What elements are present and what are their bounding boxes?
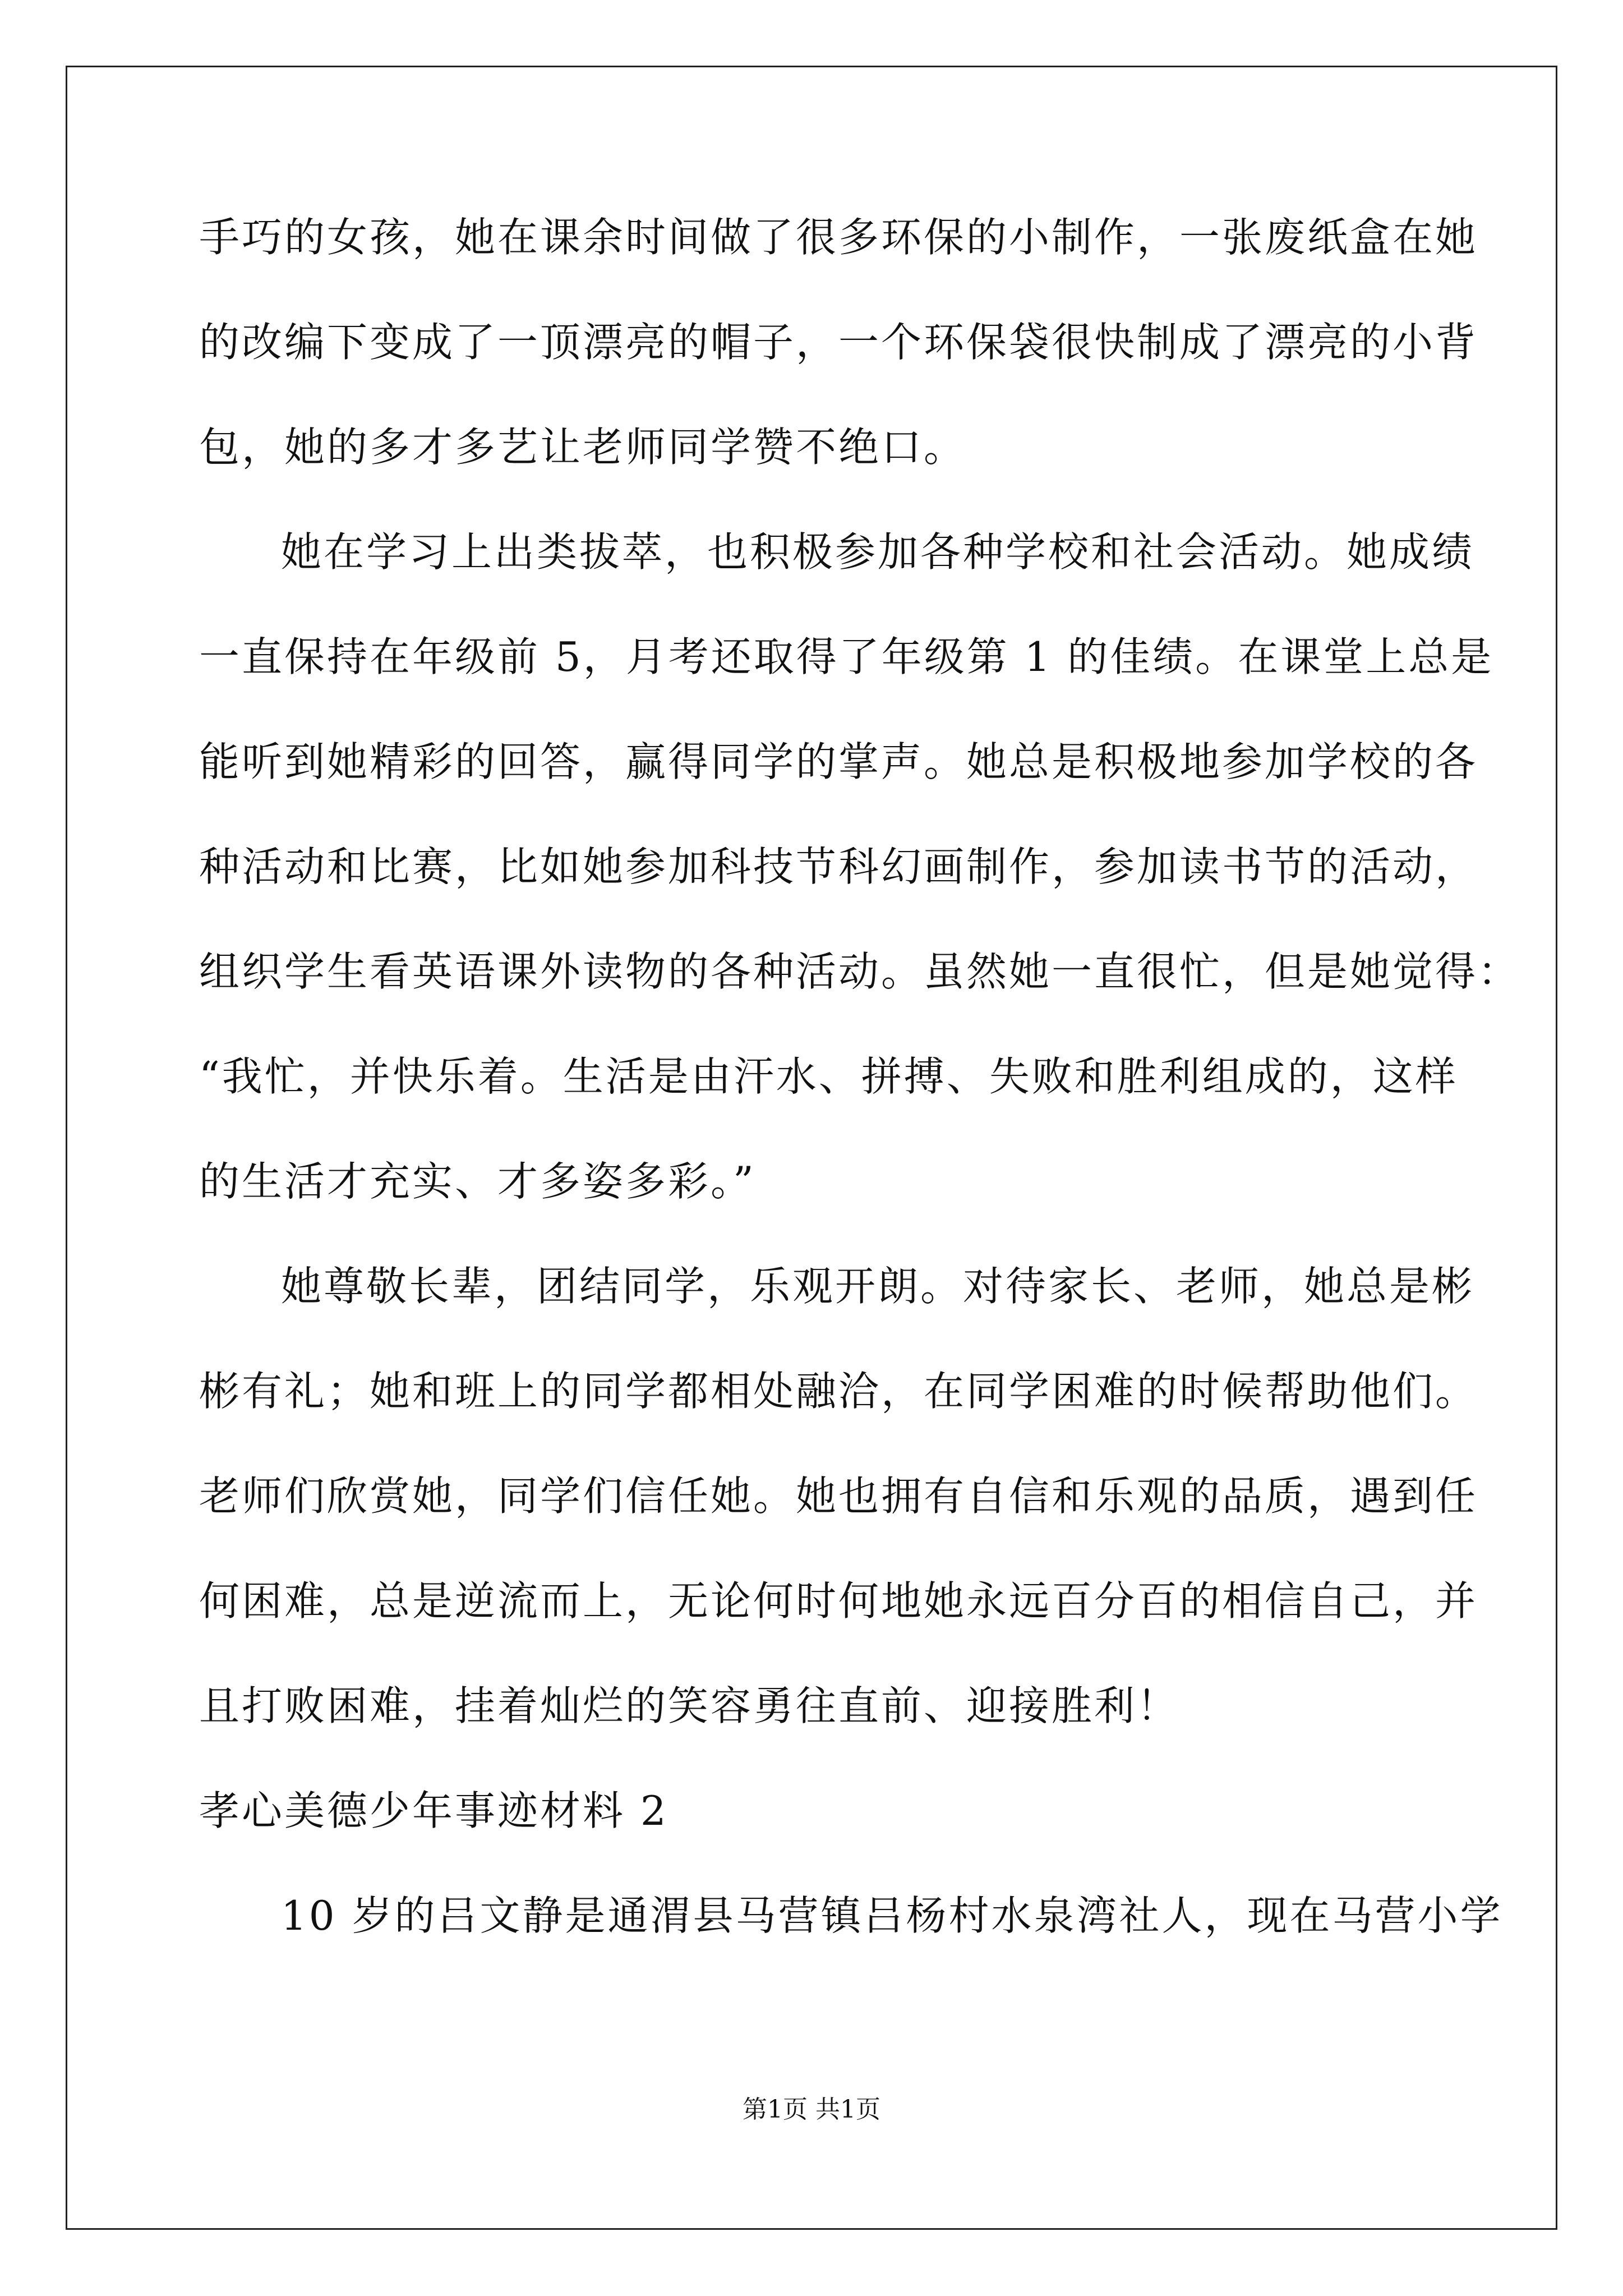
paragraph-line: 的改编下变成了一顶漂亮的帽子，一个环保袋很快制成了漂亮的小背	[199, 319, 1478, 366]
paragraph-line: 彬有礼；她和班上的同学都相处融洽，在同学困难的时候帮助他们。	[199, 1368, 1478, 1415]
paragraph-line: 她在学习上出类拔萃，也积极参加各种学校和社会活动。她成绩	[281, 528, 1475, 576]
paragraph-line: 种活动和比赛，比如她参加科技节科幻画制作，参加读书节的活动，	[199, 843, 1478, 890]
paragraph-line: 手巧的女孩，她在课余时间做了很多环保的小制作，一张废纸盒在她	[199, 214, 1478, 261]
paragraph-line: 她尊敬长辈，团结同学，乐观开朗。对待家长、老师，她总是彬	[281, 1263, 1475, 1310]
section-heading: 孝心美德少年事迹材料 2	[199, 1787, 668, 1834]
paragraph-line: 老师们欣赏她，同学们信任她。她也拥有自信和乐观的品质，遇到任	[199, 1473, 1478, 1520]
paragraph-line: 且打败困难，挂着灿烂的笑容勇往直前、迎接胜利！	[199, 1682, 1180, 1729]
paragraph-line: 组织学生看英语课外读物的各种活动。虽然她一直很忙，但是她觉得：	[199, 948, 1521, 995]
paragraph-line: 10 岁的吕文静是通渭县马营镇吕杨村水泉湾社人，现在马营小学	[281, 1892, 1503, 1939]
paragraph-line: “我忙，并快乐着。生活是由汗水、拼搏、失败和胜利组成的，这样	[199, 1053, 1458, 1100]
document-body	[199, 213, 1521, 1996]
page-footer: 第1页 共1页	[743, 2095, 880, 2124]
paragraph-line: 何困难，总是逆流而上，无论何时何地她永远百分百的相信自己，并	[199, 1577, 1478, 1625]
paragraph-line: 一直保持在年级前 5，月考还取得了年级第 1 的佳绩。在课堂上总是	[199, 633, 1494, 680]
paragraph-line: 能听到她精彩的回答，赢得同学的掌声。她总是积极地参加学校的各	[199, 738, 1478, 785]
paragraph-line: 包，她的多才多艺让老师同学赞不绝口。	[199, 424, 967, 471]
paragraph-line: 的生活才充实、才多姿多彩。”	[199, 1158, 756, 1205]
